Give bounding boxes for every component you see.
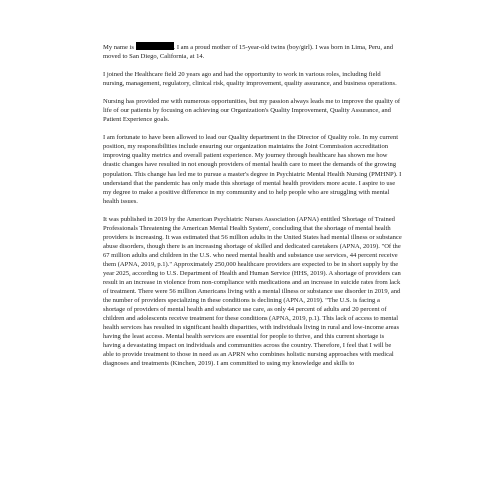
role-paragraph: I am fortunate to have been allowed to lead our Quality department in the Director of Quality role. In my current position, my responsibilities include ensuring our organization maintains the Joint Commission accreditation improving quality metrics and overall patient experience. My journey through healthcare has shown me how drastic changes have resulted in not enough providers of mental health care to meet the demands of the growing population. This change has led me to pursue a master's degree in Psychiatric Mental Health Nursing (PMHNP). I understand that the pandemic has only made this shortage of mental health providers more acute. I aspire to use my degree to make a positive difference in my community and to help people who are struggling with mental health issues. [103,134,402,205]
intro-prefix: My name is [103,44,136,51]
career-paragraph: I joined the Healthcare field 20 years ago and had the opportunity to work in various roles, including field nursing, management, regulatory, clinical risk, quality improvement, quality assurance, and business operations. [103,71,397,88]
redacted-name-block [136,42,174,50]
passion-paragraph: Nursing has provided me with numerous opportunities, but my passion always leads me to improve the quality of life of our patients by focusing on achieving our Organization's Quality Improvement, Quality Assurance, and Patient Experience goals. [103,98,401,124]
essay-document [103,42,403,378]
shortage-paragraph: It was published in 2019 by the American Psychiatric Nurses Association (APNA) entitled 'Shortage of Trained Professionals Threatening the American Mental Health System', concluding that the shortage of mental health providers is increasing. It was estimated that 56 million adults in the United States had mental illness or substance abuse disorders, though there is an increasing shortage of skilled and dedicated caretakers (APNA, 2019). "Of the 67 million adults and children in the U.S. who need mental health and substance use services, 44 percent receive them (APNA, 2019, p.1)." Approximately 250,000 healthcare providers are expected to be in short supply by the year 2025, according to U.S. Department of Health and Human Service (HHS, 2019). A shortage of providers can result in an increase in violence from non-compliance with medications and an increase in suicide rates from lack of treatment. There were 56 million Americans living with a mental illness or substance use disorder in 2019, and the number of providers specializing in these conditions is declining (APNA, 2019). "The U.S. is facing a shortage of providers of mental health and substance use care, as only 44 percent of adults and 20 percent of children and adolescents receive treatment for these conditions (APNA, 2019, p.1). This lack of access to mental health services has resulted in significant health disparities, with individuals living in rural and low-income areas having the least access. Mental health services are essential for people to thrive, and this current shortage is having a devastating impact on individuals and communities across the country. Therefore, I feel that I will be able to provide treatment to those in need as an APRN who combines holistic nursing approaches with medical diagnoses and treatments (Kinchen, 2019). I am committed to using my knowledge and skills to [103,215,402,368]
intro-paragraph [103,42,403,61]
intro-suffix: . I am a proud mother of 15-year-old twins (boy/girl). I was born in Lima, Peru, and moved to San Diego, California, at 14. [103,44,394,61]
